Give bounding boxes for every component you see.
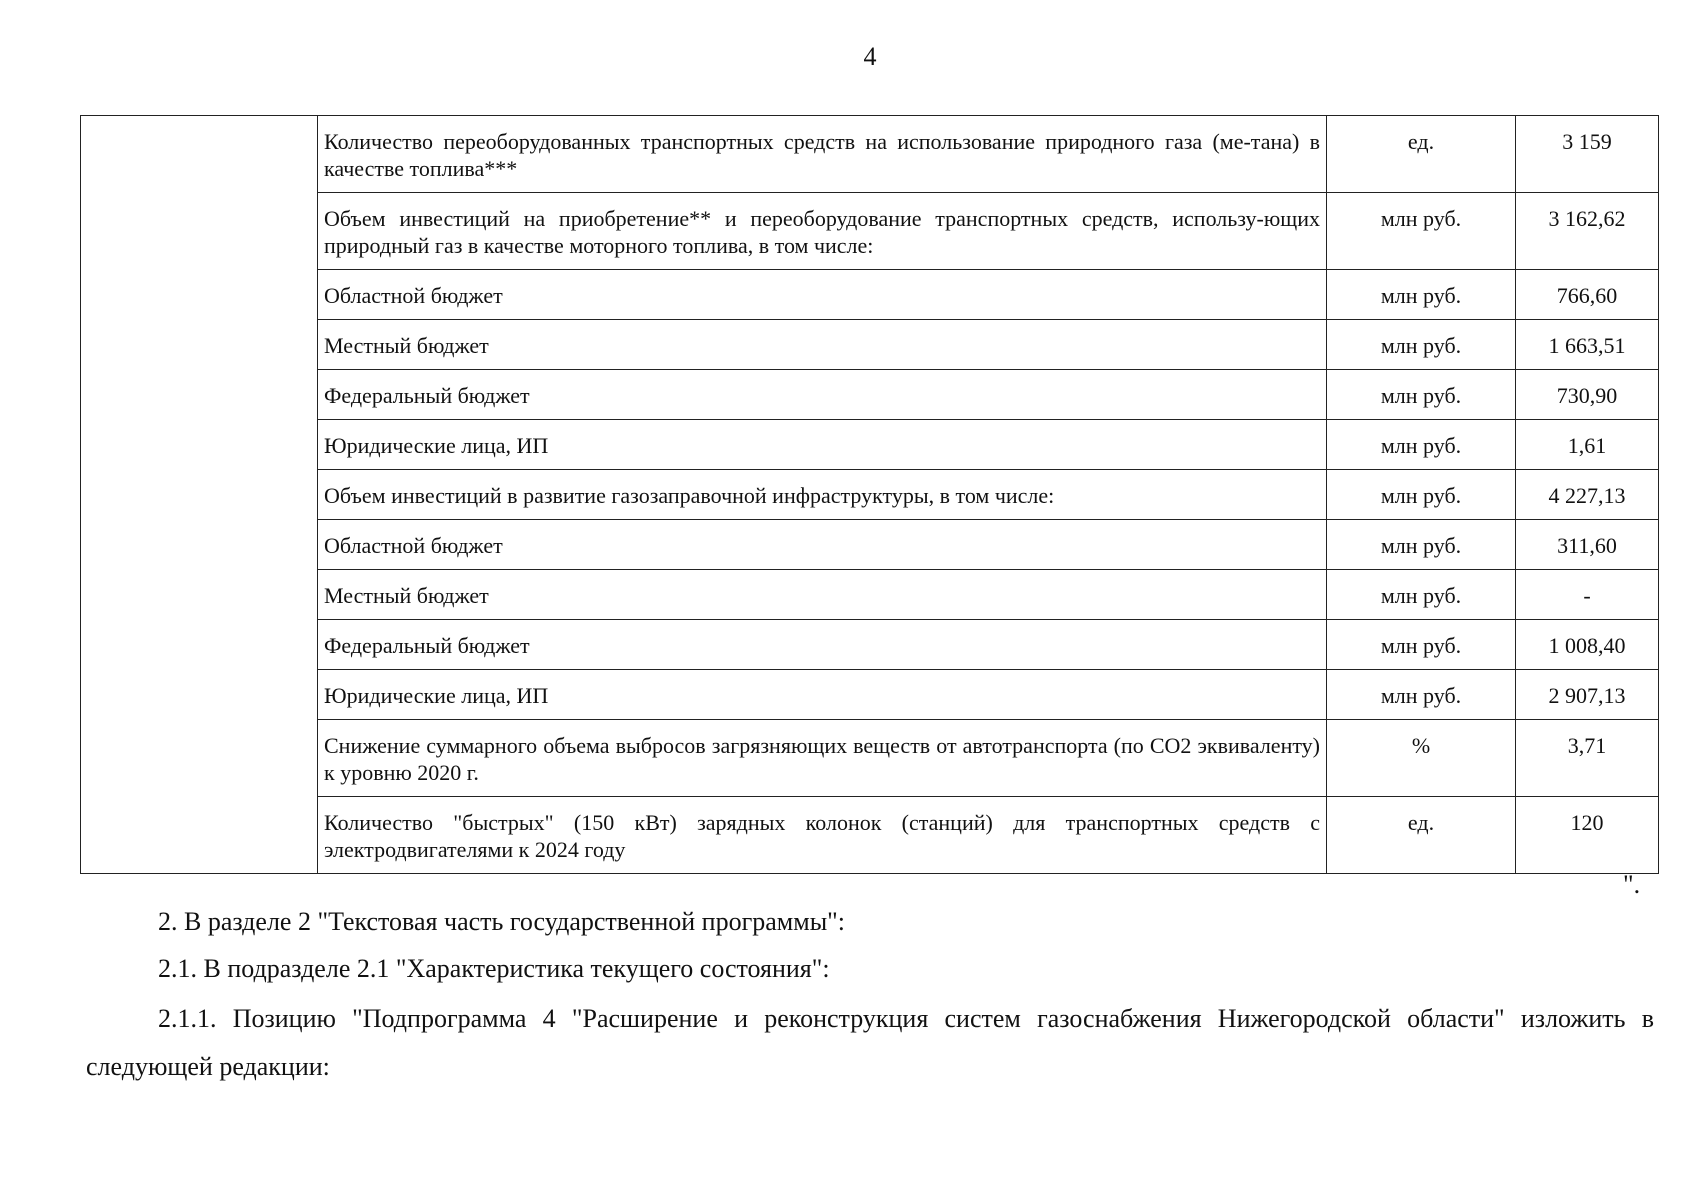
indicator-name: Федеральный бюджет [324,633,530,658]
value-cell [1516,420,1659,470]
closing-quote: ". [1623,870,1641,899]
unit-cell [1327,193,1516,270]
value-cell [1516,620,1659,670]
indicator-name: Юридические лица, ИП [324,683,549,708]
indicator-name: Областной бюджет [324,533,503,558]
indicator-unit: млн руб. [1380,433,1462,458]
indicator-name: Количество "быстрых" (150 кВт) зарядных колонок (станций) для транспортных средств с электродвигателями к 2024 году [324,810,1320,862]
indicator-value: 311,60 [1557,533,1617,558]
table-row [81,520,1659,570]
indicator-value: 3,71 [1567,733,1607,758]
indicator-name: Федеральный бюджет [324,383,530,408]
indicator-name-cell [318,670,1327,720]
value-cell [1516,797,1659,874]
indicator-name-cell [318,520,1327,570]
indicator-name: Юридические лица, ИП [324,433,549,458]
indicator-name-cell [318,570,1327,620]
indicator-name-cell [318,797,1327,874]
indicator-unit: млн руб. [1380,383,1462,408]
indicator-name-cell [318,320,1327,370]
indicators-table [80,115,1659,874]
unit-cell [1327,720,1516,797]
indicator-name-cell [318,420,1327,470]
indicator-value: 120 [1570,810,1604,835]
indicator-unit: % [1411,733,1431,758]
indicator-name: Местный бюджет [324,583,489,608]
value-cell [1516,720,1659,797]
table-row [81,470,1659,520]
value-cell [1516,370,1659,420]
value-cell [1516,116,1659,193]
table-row [81,370,1659,420]
unit-cell [1327,320,1516,370]
indicator-unit: млн руб. [1380,283,1462,308]
indicator-unit: млн руб. [1380,583,1462,608]
table-row [81,270,1659,320]
value-cell [1516,193,1659,270]
indicator-name-cell [318,193,1327,270]
table-row [81,570,1659,620]
indicator-name-cell [318,116,1327,193]
value-cell [1516,570,1659,620]
indicator-name: Областной бюджет [324,283,503,308]
unit-cell [1327,570,1516,620]
paragraph-section-2: 2. В разделе 2 "Текстовая часть государственной программы": [158,907,845,936]
value-cell [1516,470,1659,520]
indicator-name: Количество переоборудованных транспортных средств на использование природного газа (ме-тана) в качестве топлива*** [324,129,1320,181]
indicator-unit: ед. [1407,810,1435,835]
indicator-name-cell [318,470,1327,520]
table-row [81,797,1659,874]
indicator-name: Снижение суммарного объема выбросов загрязняющих веществ от автотранспорта (по CO2 эквиваленту) к уровню 2020 г. [324,733,1320,785]
table-row [81,670,1659,720]
indicator-unit: млн руб. [1380,633,1462,658]
indicator-name: Местный бюджет [324,333,489,358]
indicator-value: 766,60 [1556,283,1618,308]
indicator-value: - [1583,583,1591,608]
unit-cell [1327,670,1516,720]
indicator-name-cell [318,620,1327,670]
indicator-name-cell [318,270,1327,320]
indicator-value: 1,61 [1567,433,1607,458]
unit-cell [1327,270,1516,320]
indicator-unit: млн руб. [1380,483,1462,508]
indicator-name-cell [318,370,1327,420]
table-row [81,720,1659,797]
page-number: 4 [863,42,877,71]
table-row [81,320,1659,370]
paragraph-subsection-2-1: 2.1. В подразделе 2.1 "Характеристика текущего состояния": [158,954,830,983]
empty-cell [81,116,318,874]
indicator-unit: млн руб. [1380,206,1462,231]
unit-cell [1327,470,1516,520]
indicator-unit: ед. [1407,129,1435,154]
indicator-value: 4 227,13 [1548,483,1626,508]
value-cell [1516,320,1659,370]
table-row [81,116,1659,193]
value-cell [1516,270,1659,320]
indicator-name-cell [318,720,1327,797]
indicator-value: 1 008,40 [1548,633,1626,658]
unit-cell [1327,520,1516,570]
indicator-value: 1 663,51 [1548,333,1626,358]
paragraph-item-2-1-1: 2.1.1. Позицию "Подпрограмма 4 "Расширение и реконструкция систем газоснабжения Нижегородской области" изложить в следующей редакции: [86,1004,1654,1081]
indicator-unit: млн руб. [1380,533,1462,558]
indicator-unit: млн руб. [1380,683,1462,708]
value-cell [1516,520,1659,570]
table-row [81,420,1659,470]
indicator-name: Объем инвестиций в развитие газозаправочной инфраструктуры, в том числе: [324,483,1055,508]
indicator-name: Объем инвестиций на приобретение** и переоборудование транспортных средств, использу-ющих природный газ в качестве моторного топлива, в том числе: [324,206,1320,258]
table-row [81,193,1659,270]
unit-cell [1327,116,1516,193]
indicator-value: 3 162,62 [1548,206,1626,231]
unit-cell [1327,620,1516,670]
indicator-value: 730,90 [1556,383,1618,408]
indicator-unit: млн руб. [1380,333,1462,358]
unit-cell [1327,370,1516,420]
value-cell [1516,670,1659,720]
unit-cell [1327,420,1516,470]
indicator-value: 2 907,13 [1548,683,1626,708]
unit-cell [1327,797,1516,874]
indicator-value: 3 159 [1562,129,1612,154]
table-row [81,620,1659,670]
